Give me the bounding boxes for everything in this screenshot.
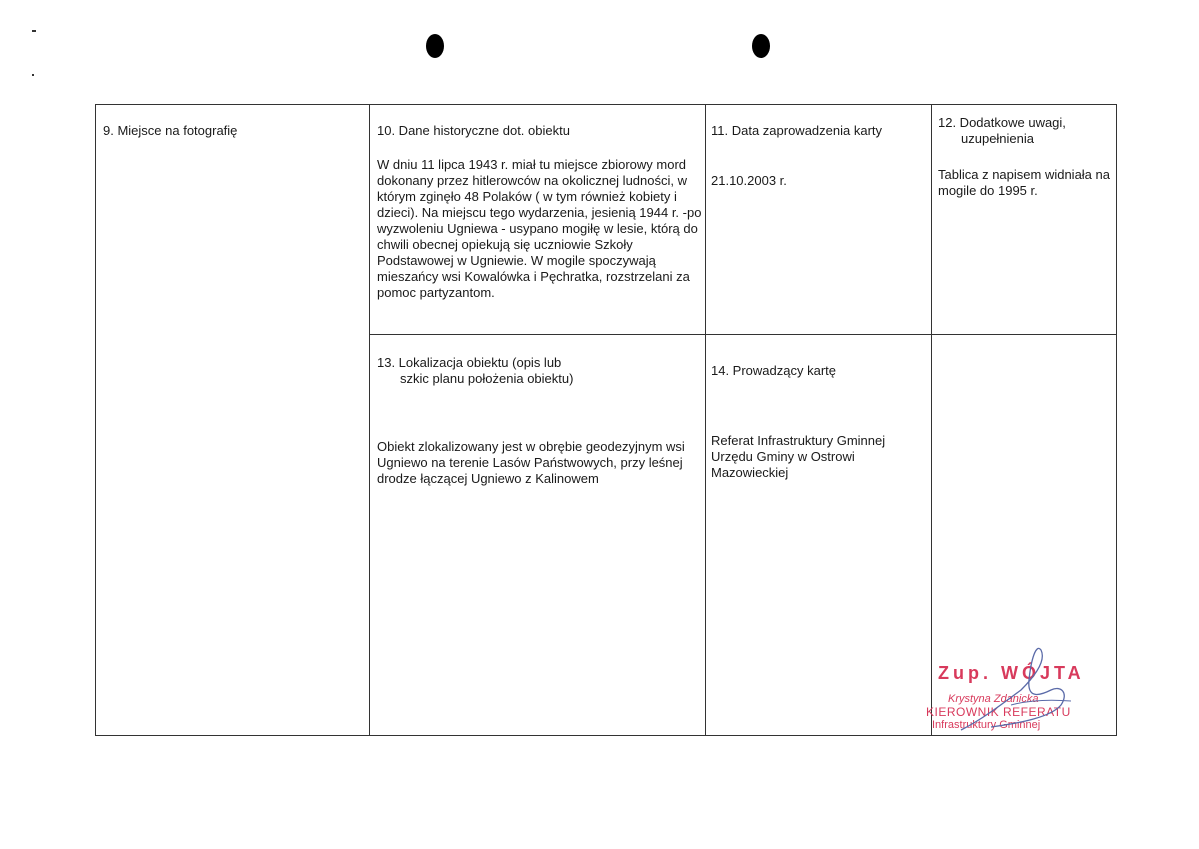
- location-header-cont: szkic planu położenia obiektu): [400, 371, 574, 386]
- additional-notes-header: 12. Dodatkowe uwagi,: [938, 115, 1066, 130]
- stamp-name: Krystyna Zdanicka: [948, 693, 1039, 705]
- cell-photo-place: [103, 123, 363, 139]
- card-date-value: 21.10.2003 r.: [711, 173, 787, 188]
- additional-notes-text: Tablica z napisem widniała na mogile do 1995 r.: [938, 167, 1110, 198]
- cell-additional-notes: [938, 115, 1116, 199]
- stamp-department: Infrastruktury Gminnej: [932, 719, 1041, 731]
- row-divider: [369, 334, 1116, 335]
- card-author-text: Referat Infrastruktury Gminnej Urzędu Gminy w Ostrowi Mazowieckiej: [711, 433, 886, 480]
- location-header: 13. Lokalizacja obiektu (opis lub: [377, 355, 562, 370]
- additional-notes-header-cont: uzupełnienia: [961, 131, 1035, 146]
- photo-place-header: 9. Miejsce na fotografię: [103, 123, 238, 138]
- handwritten-signature: [951, 635, 1081, 735]
- scan-speck: [32, 30, 36, 32]
- scan-speck: [32, 74, 34, 76]
- punch-hole-right: [752, 34, 770, 58]
- column-divider: [369, 105, 370, 735]
- record-card-table: [95, 104, 1117, 736]
- location-text: Obiekt zlokalizowany jest w obrębie geodezyjnym wsi Ugniewo na terenie Lasów Państwowych, przy leśnej drodze łączącej Ugniewo z Kalinowem: [377, 439, 685, 486]
- column-divider: [705, 105, 706, 735]
- historical-data-text: W dniu 11 lipca 1943 r. miał tu miejsce zbiorowy mord dokonany przez hitlerowców na okolicznej ludności, w którym zginęło 48 Polaków ( w tym również kobiety i dzieci). Na miejscu tego wydarzenia, jesienią 1944 r. -po wyzwoleniu Ugniewa - usypano mogiłę w lesie, którą do chwili obecnej opiekują się uczniowie Szkoły Podstawowej w Ugniewie. W mogile spoczywają mieszańcy wsi Kowalówka i Pęchratka, rozstrzelani za pomoc partyzantom.: [377, 157, 702, 300]
- column-divider: [931, 105, 932, 735]
- punch-hole-left: [426, 34, 444, 58]
- cell-card-date: [711, 123, 926, 189]
- cell-location: [377, 355, 702, 487]
- historical-data-header: 10. Dane historyczne dot. obiektu: [377, 123, 570, 138]
- cell-card-author: [711, 363, 926, 481]
- cell-historical-data: [377, 123, 702, 301]
- stamp-position: KIEROWNIK REFERATU: [926, 705, 1071, 719]
- card-date-header: 11. Data zaprowadzenia karty: [711, 123, 883, 138]
- stamp-title: Zup. WÓJTA: [938, 663, 1085, 683]
- card-author-header: 14. Prowadzący kartę: [711, 363, 837, 378]
